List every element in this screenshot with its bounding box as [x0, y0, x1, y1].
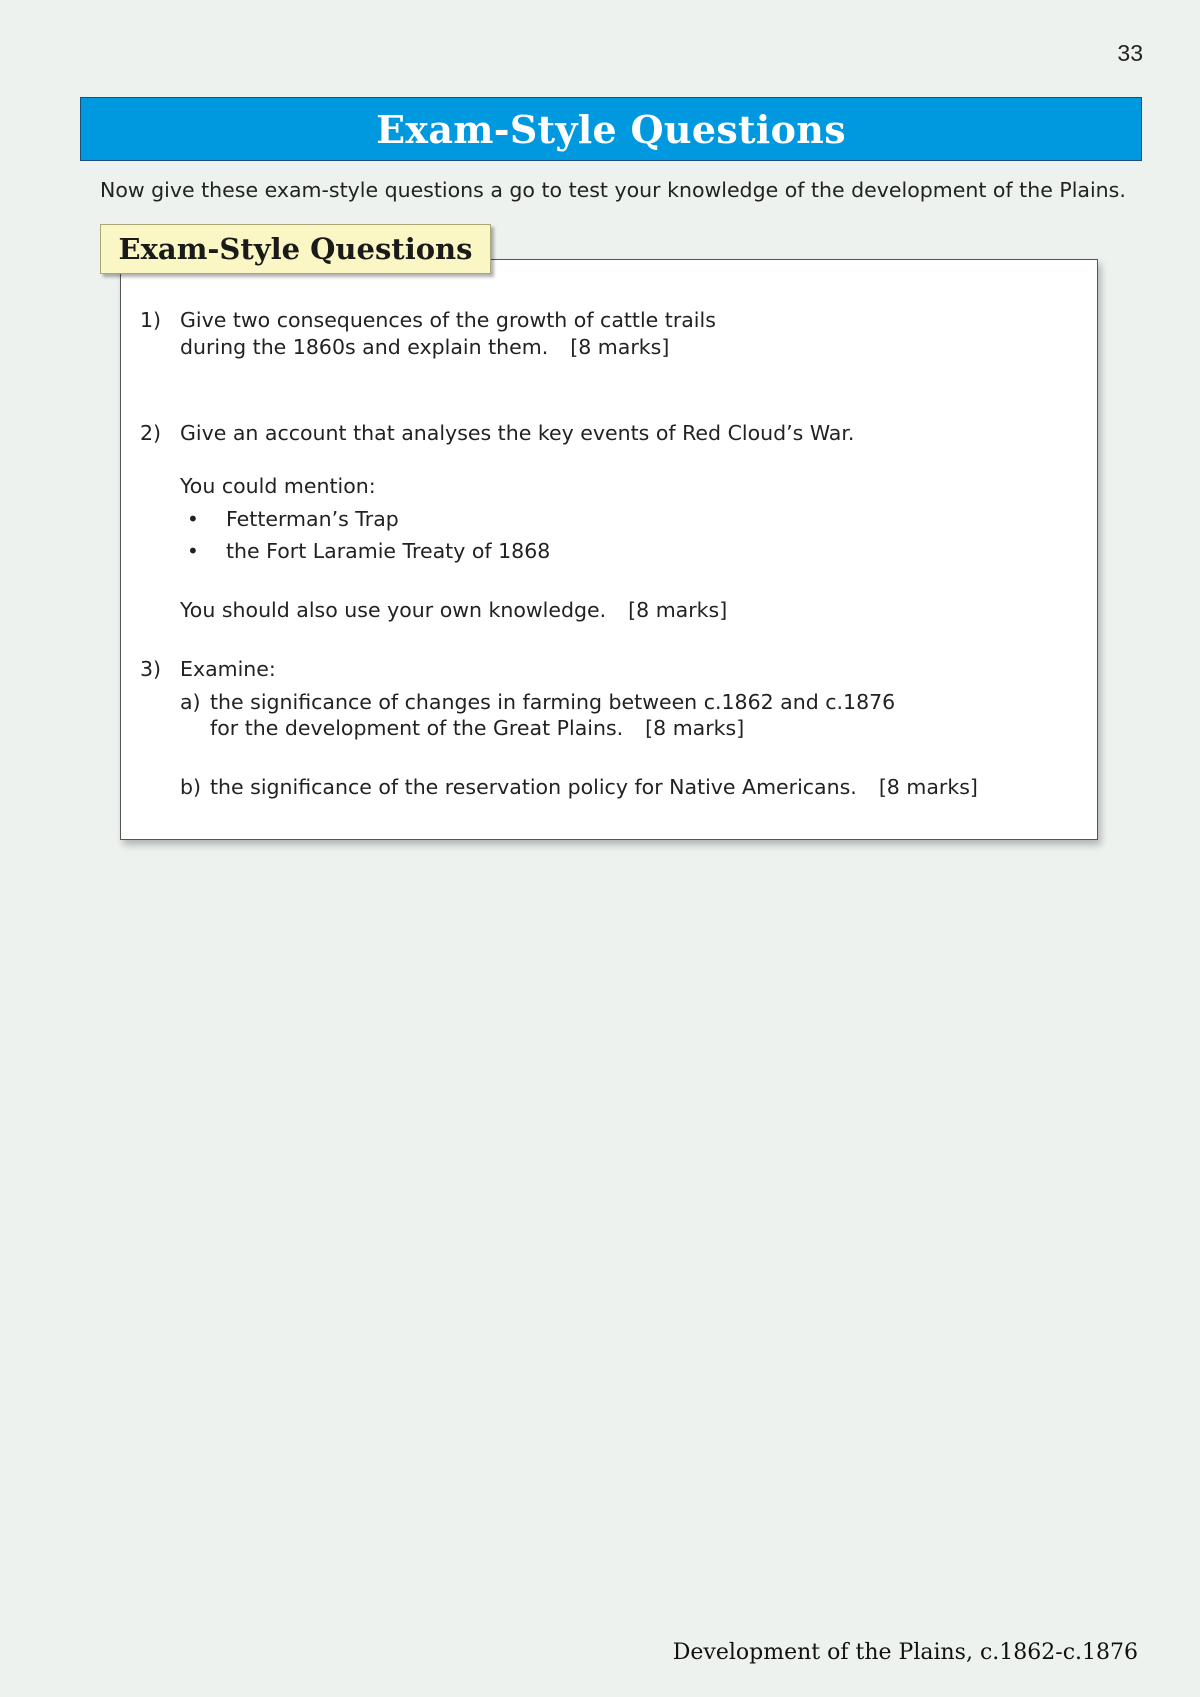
section-banner: [80, 97, 1142, 161]
questions-box-title: Exam-Style Questions: [118, 232, 473, 266]
q2-number: 2): [140, 421, 162, 445]
q3a-line2: [210, 715, 744, 742]
q3b-marks: [8 marks]: [878, 775, 978, 799]
q2-text: Give an account that analyses the key events of Red Cloud’s War.: [180, 421, 855, 445]
q3b-text: the significance of the reservation policy for Native Americans.: [210, 775, 857, 799]
q3-text: Examine:: [180, 657, 276, 681]
q2-bullet-2: the Fort Laramie Treaty of 1868: [226, 539, 551, 563]
q1-line2-text: during the 1860s and explain them.: [180, 335, 549, 359]
q3a-marks: [8 marks]: [645, 716, 745, 740]
q2-marks: [8 marks]: [628, 598, 728, 622]
q1-marks: [8 marks]: [570, 335, 670, 359]
q3b-line: [210, 774, 978, 801]
bullet-icon: •: [187, 539, 199, 563]
q2-also: [180, 597, 727, 624]
q1-line1: Give two consequences of the growth of cattle trails: [180, 308, 716, 332]
q3a-line2-text: for the development of the Great Plains.: [210, 716, 624, 740]
bullet-icon: •: [187, 507, 199, 531]
page-number: 33: [1117, 40, 1143, 66]
q3a-line1: the significance of changes in farming between c.1862 and c.1876: [210, 690, 896, 714]
intro-text: Now give these exam-style questions a go to test your knowledge of the development of the Plains.: [100, 178, 1126, 202]
q3b-label: b): [180, 775, 202, 799]
q2-mention: You could mention:: [180, 474, 376, 498]
q1-line2: [180, 334, 669, 361]
q3a-label: a): [180, 690, 201, 714]
page-footer: Development of the Plains, c.1862-c.1876: [672, 1640, 1138, 1665]
questions-box-tab: [100, 224, 491, 274]
banner-title: Exam-Style Questions: [376, 106, 846, 152]
q1-number: 1): [140, 308, 162, 332]
q3-number: 3): [140, 657, 162, 681]
q2-also-text: You should also use your own knowledge.: [180, 598, 607, 622]
q2-bullet-1: Fetterman’s Trap: [226, 507, 399, 531]
